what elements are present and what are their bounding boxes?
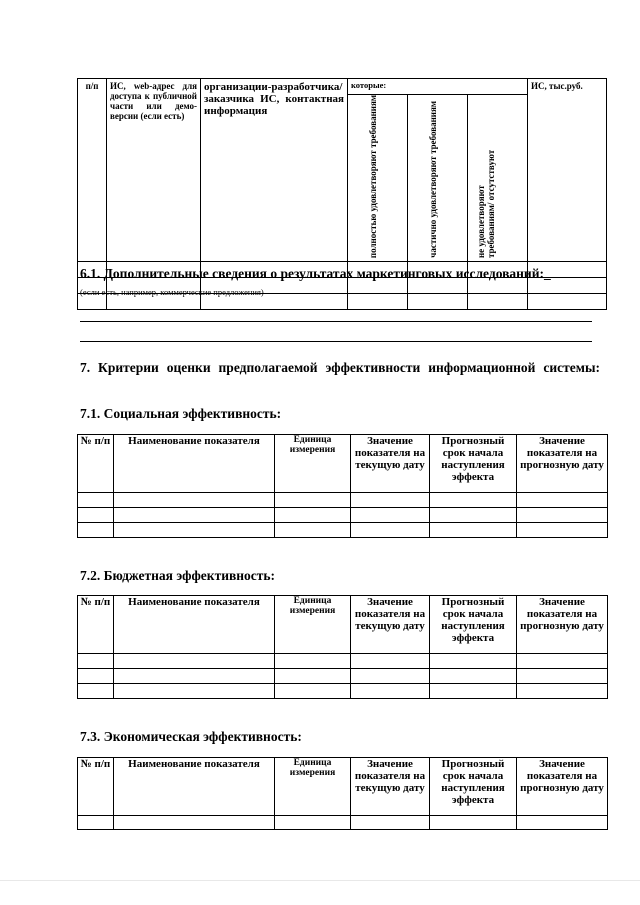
col-number: № п/п <box>78 596 114 654</box>
col-current-value: Значение показателя на текущую дату <box>351 758 430 816</box>
table-row <box>78 654 608 669</box>
sub-none-label: не удовлетворяют требованиям/ отсутствуют <box>476 149 496 259</box>
col-number-header: п/п <box>78 79 107 262</box>
economic-efficiency-table <box>77 757 608 830</box>
col-number: № п/п <box>78 758 114 816</box>
col-cost-header: ИС, тыс.руб. <box>528 79 607 262</box>
sub-full-cell <box>348 95 408 262</box>
section-7-heading-line <box>80 358 600 377</box>
col-unit: Единица измерения <box>275 758 351 816</box>
col-unit: Единица измерения <box>275 596 351 654</box>
section-6-1-heading: 6.1. Дополнительные сведения о результатах маркетинговых исследований:_ <box>80 266 551 281</box>
col-indicator: Наименование показателя <box>114 435 275 493</box>
table-row <box>78 816 608 830</box>
table-row <box>78 493 608 508</box>
col-forecast-start: Прогнозный срок начала наступления эффекта <box>430 758 517 816</box>
social-efficiency-table <box>77 434 608 538</box>
sub-partial-label: частично удовлетворяют требованиям <box>428 101 438 259</box>
col-organization-header: организации-разработчика/заказчика ИС, контактная информация <box>201 79 348 262</box>
budget-efficiency-table <box>77 595 608 699</box>
table-row <box>78 508 608 523</box>
table-row <box>78 523 608 538</box>
col-indicator: Наименование показателя <box>114 596 275 654</box>
section-7-3-heading: 7.3. Экономическая эффективность: <box>80 729 302 744</box>
sub-partial-cell <box>408 95 468 262</box>
col-unit: Единица измерения <box>275 435 351 493</box>
page-edge <box>0 880 640 881</box>
section-6-1-note: (если есть, например, коммерческие предложения) <box>80 287 264 297</box>
col-system-header: ИС, web-адрес для доступа к публичной части или демо-версии (если есть) <box>107 79 201 262</box>
col-current-value: Значение показателя на текущую дату <box>351 435 430 493</box>
section-7-1-heading: 7.1. Социальная эффективность: <box>80 406 282 421</box>
col-forecast-value: Значение показателя на прогнозную дату <box>517 596 608 654</box>
col-forecast-value: Значение показателя на прогнозную дату <box>517 435 608 493</box>
col-number: № п/п <box>78 435 114 493</box>
sub-full-label: полностью удовлетворяют требованиям <box>368 95 378 259</box>
col-requirements-header: которые: <box>348 79 528 95</box>
col-current-value: Значение показателя на текущую дату <box>351 596 430 654</box>
section-7-2-heading: 7.2. Бюджетная эффективность: <box>80 568 276 583</box>
col-indicator: Наименование показателя <box>114 758 275 816</box>
fill-line <box>80 321 592 322</box>
fill-line <box>80 341 592 342</box>
section-7-heading: 7. Критерии оценки предполагаемой эффективности информационной системы: <box>80 360 600 375</box>
table-row <box>78 669 608 684</box>
col-forecast-start: Прогнозный срок начала наступления эффекта <box>430 596 517 654</box>
col-forecast-start: Прогнозный срок начала наступления эффекта <box>430 435 517 493</box>
table-row <box>78 684 608 699</box>
sub-none-cell <box>468 95 528 262</box>
col-forecast-value: Значение показателя на прогнозную дату <box>517 758 608 816</box>
